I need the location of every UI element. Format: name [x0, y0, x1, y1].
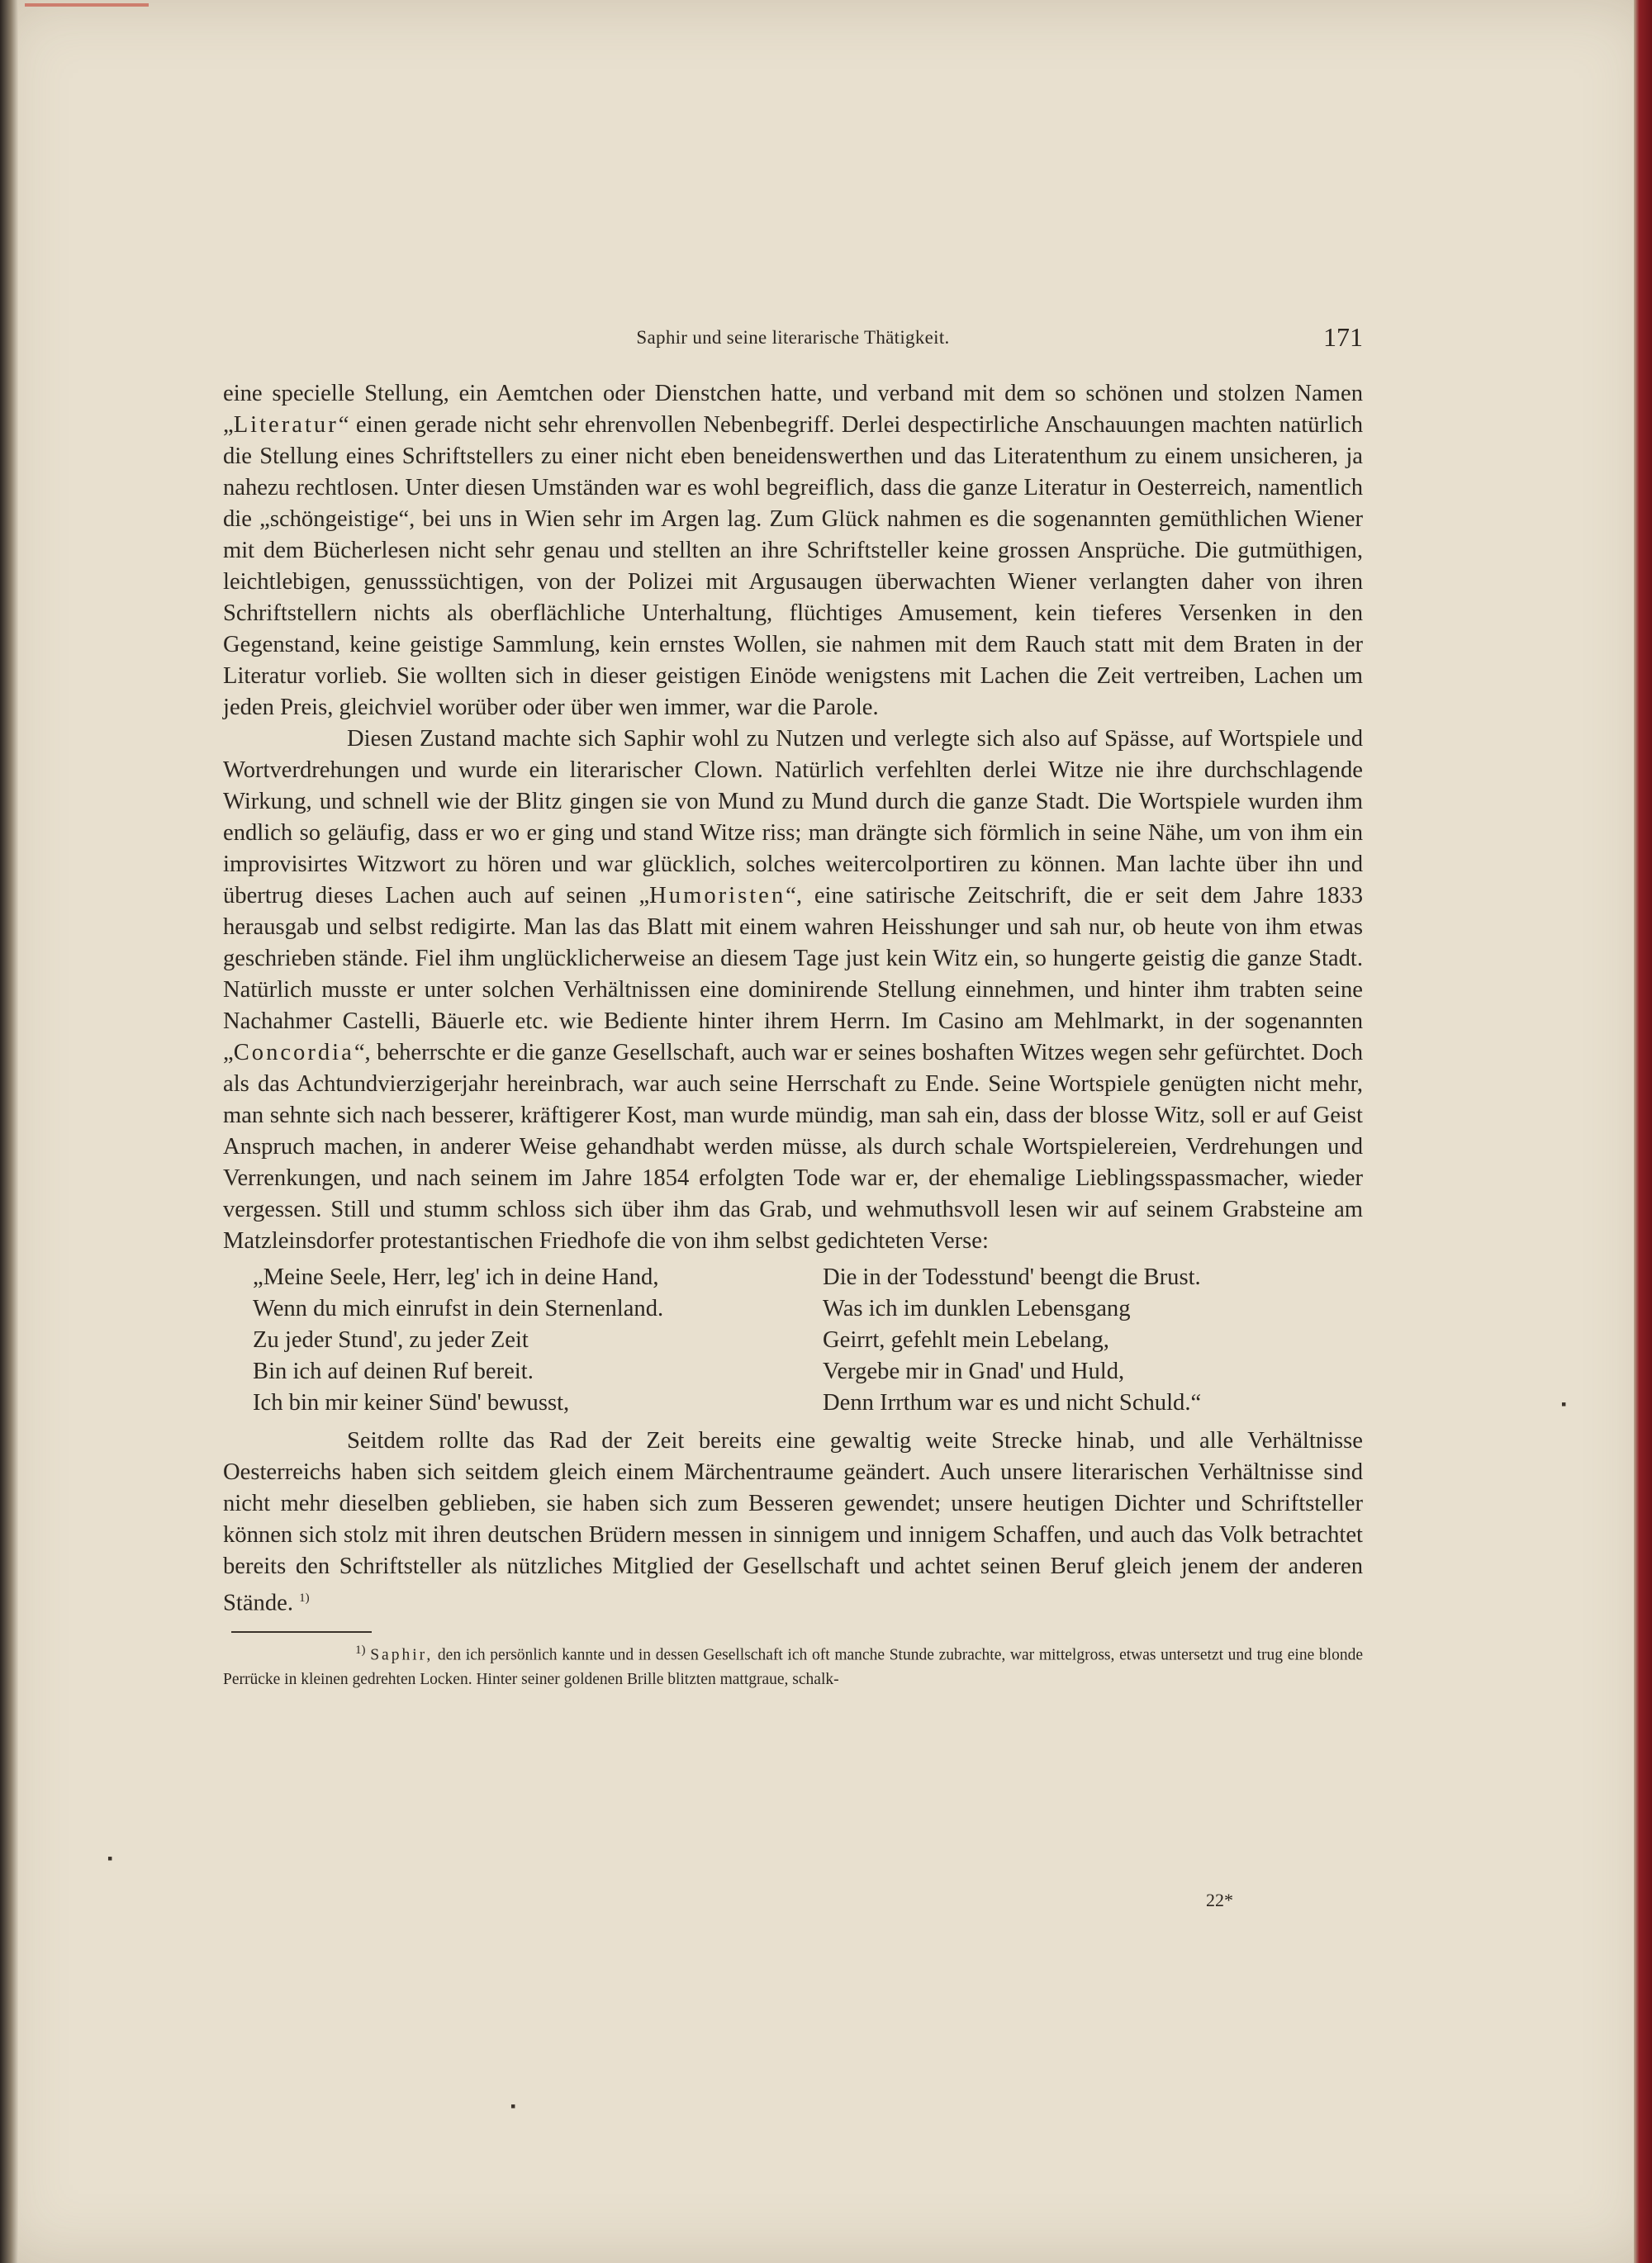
paragraph-1-part-1: eine specielle Stellung, ein Aemtchen oder Dienstchen hatte, und verband mit dem so schönen und stolzen Namen „ — [223, 381, 1363, 438]
ink-speck: ▪ — [1561, 1396, 1567, 1412]
verse-line: Ich bin mir keiner Sünd' bewusst, — [253, 1390, 570, 1416]
verse-line: Was ich im dunklen Lebensgang — [823, 1296, 1131, 1321]
page-top-mark — [25, 3, 149, 7]
footnote-text: den ich persönlich kannte und in dessen Gesellschaft ich oft manche Stunde zubrachte, war mittelgross, etwas untersetzt und trug eine blonde Perrücke in kleinen gedrehten Locken. Hinter seiner goldenen Brille blitzten mattgraue, schalk- — [223, 1646, 1363, 1689]
verse-line: Geirrt, gefehlt mein Lebelang, — [823, 1327, 1109, 1353]
page-gutter — [0, 0, 18, 2263]
paragraph-3-text: Seitdem rollte das Rad der Zeit bereits eine gewaltig weite Strecke hinab, und alle Verhältnisse Oesterreichs haben sich seitdem gleich einem Märchentraume geändert. Auch unsere literarischen Verhältnisse sind nicht mehr dieselben geblieben, sie haben sich zum Besseren gewendet; unsere heutigen Dichter und Schriftsteller können sich stolz mit ihren deutschen Brüdern messen in sinnigem und innigem Schaffen, und auch das Volk betrachtet bereits den Schriftsteller als nützliches Mitglied der Gesellschaft und achtet seinen Beruf gleich jenem der anderen Stände. — [223, 1428, 1363, 1616]
verse-line: „Meine Seele, Herr, leg' ich in deine Hand, — [253, 1264, 659, 1290]
ink-speck: ▪ — [510, 2098, 516, 2114]
footnote — [223, 1638, 1363, 1693]
paragraph-2-part-3: “, beherrschte er die ganze Gesellschaft, auch war er seines boshaften Witzes wegen sehr gefürchtet. Doch als das Achtundvierzigerjahr hereinbrach, war auch seine Herrschaft zu Ende. Seine Wortspiele genügten nicht mehr, man sehnte sich nach besserer, kräftigerer Kost, man wurde mündig, man sah ein, dass der blosse Witz, soll er auf Geist Anspruch machen, in anderer Weise gehandhabt werden müsse, als durch schale Wortspielereien, Verdrehungen und Verrenkungen, und nach seinem im Jahre 1854 erfolgten Tode war er, der ehemalige Lieblingsspassmacher, wieder vergessen. Still und stumm schloss sich über ihm das Grab, und wehmuthsvoll lesen wir auf seinem Grabsteine am Matzleinsdorfer protestantischen Friedhofe die von ihm selbst gedichteten Verse: — [223, 1040, 1363, 1254]
emphasis-humoristen: Humoristen — [649, 883, 786, 909]
paragraph-1-part-2: “ einen gerade nicht sehr ehrenvollen Nebenbegriff. Derlei despectirliche Anschauungen machten natürlich die Stellung eines Schriftstellers zu einer nicht eben beneidenswerthen und das Literatenthum zu einem unsicheren, ja nahezu rechtlosen. Unter diesen Umständen war es wohl begreiflich, dass die ganze Literatur in Oesterreich, namentlich die „schöngeistige“, bei uns in Wien sehr im Argen lag. Zum Glück nahmen es die sogenannten gemüthlichen Wiener mit dem Bücherlesen nicht sehr genau und stellten an ihre Schriftsteller keine grossen Ansprüche. Die gutmüthigen, leichtlebigen, genusssüchtigen, von der Polizei mit Argusaugen überwachten Wiener verlangten daher von ihren Schriftstellern nichts als oberflächliche Unterhaltung, flüchtiges Amusement, kein tieferes Versenken in den Gegenstand, keine geistige Sammlung, kein ernstes Wollen, sie nahmen mit dem Rauch statt mit dem Braten in der Literatur vorlieb. Sie wollten sich in dieser geistigen Einöde wenigstens mit Lachen die Zeit vertreiben, Lachen um jeden Preis, gleichviel worüber oder über wen immer, war die Parole. — [223, 412, 1363, 720]
paragraph-2-part-1: Diesen Zustand machte sich Saphir wohl zu Nutzen und verlegte sich also auf Spässe, auf Wortspiele und Wortverdrehungen und wurde ein literarischer Clown. Natürlich verfehlten derlei Witze nie ihre durchschlagende Wirkung, und schnell wie der Blitz gingen sie von Mund zu Mund durch die ganze Stadt. Die Wortspiele wurden ihm endlich so geläufig, dass er wo er ging und stand Witze riss; man drängte sich förmlich in seine Nähe, um von ihm ein improvisirtes Witzwort zu hören und war glücklich, solches weitercolportiren zu können. Man lachte über ihn und übertrug dieses Lachen auch auf seinen „ — [223, 726, 1363, 909]
main-text — [223, 378, 1363, 1692]
verse-line: Denn Irrthum war es und nicht Schuld.“ — [823, 1390, 1202, 1416]
emphasis-literatur: Literatur — [233, 412, 339, 438]
sheet-signature: 22* — [1206, 1890, 1233, 1910]
footnote-name: Saphir, — [370, 1646, 434, 1664]
footnote-divider — [231, 1631, 372, 1633]
footnote-reference: 1) — [299, 1592, 310, 1605]
verse-line: Bin ich auf deinen Ruf bereit. — [253, 1359, 534, 1384]
verse-column-left — [253, 1262, 823, 1419]
paragraph-2-part-2: “, eine satirische Zeitschrift, die er seit dem Jahre 1833 herausgab und selbst redigirte. Man las das Blatt mit einem wahren Heisshunger und sah nur, ob heute von ihm etwas geschrieben stände. Fiel ihm unglücklicherweise an diesem Tage just kein Witz ein, so hungerte geistig die ganze Stadt. Natürlich musste er unter solchen Verhältnissen eine dominirende Stellung einnehmen, und hinter ihm trabten seine Nachahmer Castelli, Bäuerle etc. wie Bediente hinter ihrem Herrn. Im Casino am Mehlmarkt, in der sogenannten „ — [223, 883, 1363, 1065]
verse-line: Zu jeder Stund', zu jeder Zeit — [253, 1327, 529, 1353]
verse-column-right — [823, 1262, 1360, 1419]
verse-line: Wenn du mich einrufst in dein Sternenland. — [253, 1296, 664, 1321]
ink-speck: ▪ — [107, 1850, 113, 1867]
book-cover-edge — [1634, 0, 1652, 2263]
paragraph-2 — [223, 723, 1363, 1257]
paragraph-1 — [223, 378, 1363, 723]
footnote-marker: 1) — [355, 1643, 366, 1657]
emphasis-concordia: Concordia — [233, 1040, 354, 1065]
verse-line: Vergebe mir in Gnad' und Huld, — [823, 1359, 1125, 1384]
verse-line: Die in der Todesstund' beengt die Brust. — [823, 1264, 1201, 1290]
paragraph-3 — [223, 1426, 1363, 1620]
epitaph-verse — [253, 1262, 1363, 1419]
running-head: Saphir und seine literarische Thätigkeit. — [636, 327, 950, 348]
page-header — [223, 322, 1363, 363]
page-number: 171 — [1323, 322, 1363, 352]
